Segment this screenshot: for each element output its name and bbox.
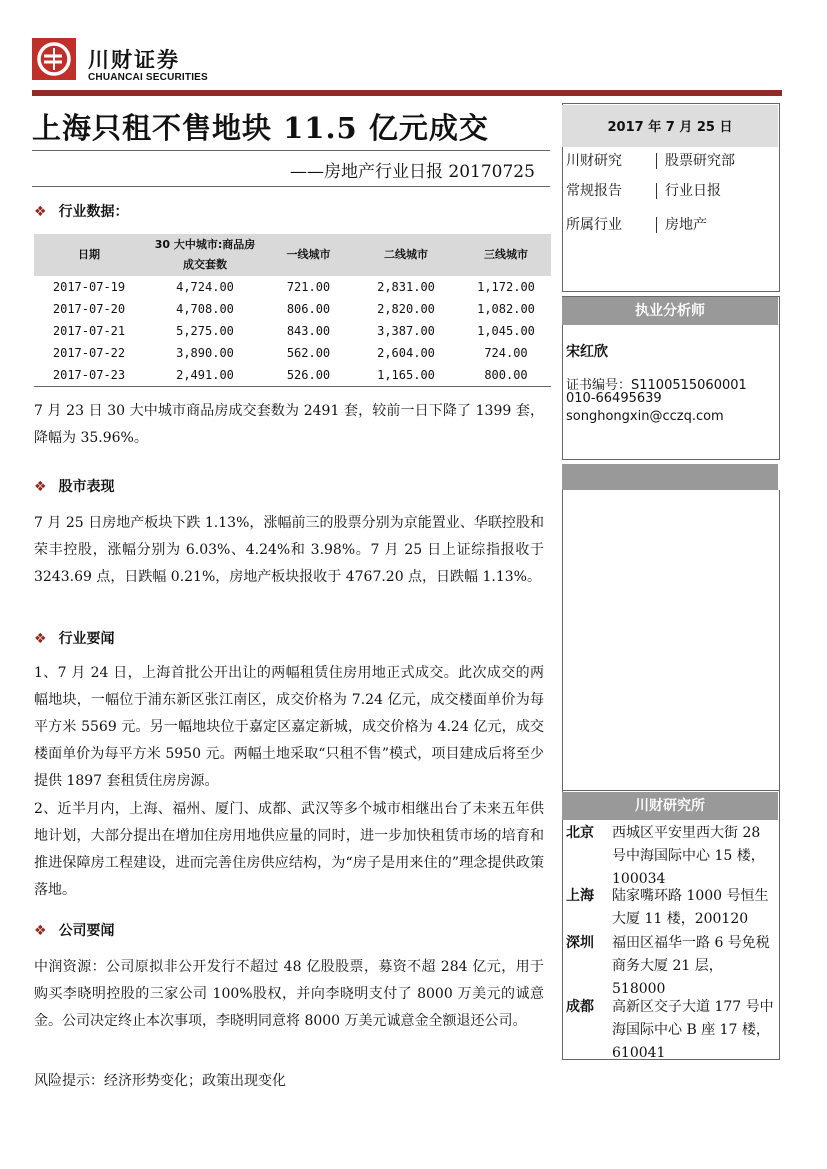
company-logo-icon [32,38,76,80]
diamond-bullet-icon: ❖ [34,204,47,220]
table-row: 2017-07-21 5,275.00 843.00 3,387.00 1,045.00 [52,324,535,338]
info-row-industry: 所属行业 房地产 [566,217,707,233]
analyst-name: 宋红欣 [566,344,608,360]
report-subtitle: ——房地产行业日报 20170725 [290,162,535,182]
risk-note: 风险提示：经济形势变化；政策出现变化 [34,1073,286,1089]
institute-header: 川财研究所 [562,792,778,820]
table-row: 2017-07-23 2,491.00 526.00 1,165.00 800.00 [34,364,551,387]
analyst-email[interactable]: songhongxin@cczq.com [566,409,724,424]
report-title: 上海只租不售地块 11.5 亿元成交 [32,111,489,145]
info-row-research: 川财研究 股票研究部 [566,153,735,169]
news-paragraph-2: 2、近半月内，上海、福州、厦门、成都、武汉等多个城市相继出台了未来五年供地计划，大部分提出在增加住房用地供应量的同时，进一步加快租赁市场的培育和推进保障房工程建设，进而完善住房供应结构，为“房子是用来住的”理念提供政策落地。 [34,801,544,898]
analyst-cert: 证书编号：S1100515060001 [566,378,747,393]
subtitle-divider [32,186,550,187]
report-date: 2017 年 7 月 25 日 [607,120,733,135]
col-tier2: 二线城市 [351,234,461,276]
logo-english-name: CHUANCAI SECURITIES [88,72,208,83]
company-paragraph: 中润资源：公司原拟非公开发行不超过 48 亿股股票，募资不超 284 亿元，用于购买李晓明控股的三家公司 100%股权，并向李晓明支付了 8000 万美元的诚意金。公司决定终止本次事项，李晓明同意将 8000 万美元诚意金全额退还公司。 [34,959,544,1029]
news-paragraph-1: 1、7 月 24 日，上海首批公开出让的两幅租赁住房用地正式成交。此次成交的两幅地块，一幅位于浦东新区张江南区，成交价格为 7.24 亿元，成交楼面单价为每平方米 5569 元。另一幅地块位于嘉定区嘉定新城，成交价格为 4.24 亿元，成交楼面单价为每平方米 5950 元。两幅土地采取“只租不售”模式，项目建成后将至少提供 1897 套租赁住房房源。 [34,665,544,789]
sidebar-blank-box [562,490,780,791]
diamond-bullet-icon: ❖ [34,631,47,647]
section-stock: ❖ 股市表现 [34,479,115,495]
industry-data-table [34,234,551,387]
col-total: 30 大中城市:商品房成交套数 [144,234,266,276]
section-news: ❖ 行业要闻 [34,631,115,647]
diamond-bullet-icon: ❖ [34,479,47,495]
diamond-bullet-icon: ❖ [34,923,47,939]
table-row: 2017-07-20 4,708.00 806.00 2,820.00 1,082.00 [52,302,535,316]
section-industry-data: ❖ 行业数据： [34,204,129,220]
sidebar-date-bar [562,105,778,147]
logo-chinese-name: 川财证券 [88,48,180,72]
header-bar [32,90,782,96]
analyst-header: 执业分析师 [562,297,778,325]
sidebar-spacer-bar [562,464,778,490]
table-row: 2017-07-22 3,890.00 562.00 2,604.00 724.00 [52,346,528,360]
analyst-phone: 010-66495639 [566,391,662,406]
col-tier3: 三线城市 [461,234,551,276]
info-row-report-type: 常规报告 行业日报 [566,183,721,199]
title-divider [32,150,550,151]
col-date: 日期 [34,234,144,276]
section-company: ❖ 公司要闻 [34,923,115,939]
stock-paragraph: 7 月 25 日房地产板块下跌 1.13%，涨幅前三的股票分别为京能置业、华联控股和荣丰控股，涨幅分别为 6.03%、4.24%和 3.98%。7 月 25 日上证综指报收于 3243.69 点，日跌幅 0.21%，房地产板块报收于 4767.20 点，日跌幅 1.13%。 [34,515,544,585]
data-summary-paragraph: 7 月 23 日 30 大中城市商品房成交套数为 2491 套，较前一日下降了 1399 套，降幅为 35.96%。 [34,403,544,446]
table-row: 2017-07-19 4,724.00 721.00 2,831.00 1,172.00 [52,280,535,294]
col-tier1: 一线城市 [266,234,351,276]
